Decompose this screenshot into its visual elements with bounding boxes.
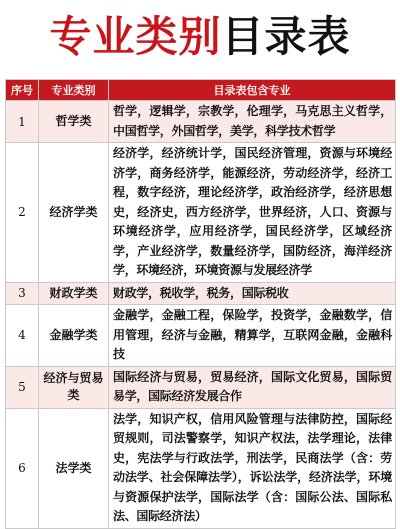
header-majors: 目录表包含专业 <box>109 80 396 101</box>
title-red-part: 专业类别 <box>49 12 222 61</box>
header-no: 序号 <box>6 80 39 101</box>
row-no: 1 <box>6 101 39 143</box>
row-category: 经济与贸易类 <box>39 366 109 408</box>
row-majors: 国际经济与贸易，贸易经济，国际文化贸易，国际贸易学，国际经济发展合作 <box>109 366 396 408</box>
table-row <box>6 101 396 143</box>
row-majors: 金融学，金融工程，保险学，投资学，金融数学，信用管理，经济与金融，精算学，互联网金融，金融科技 <box>109 305 396 367</box>
row-category: 哲学类 <box>39 101 109 143</box>
table-row <box>6 408 396 528</box>
row-no: 2 <box>6 143 39 283</box>
row-category: 法学类 <box>39 408 109 528</box>
row-majors: 法学，知识产权，信用风险管理与法律防控，国际经贸规则，司法警察学，知识产权法，法学理论，法律史，宪法学与行政法学，刑法学，民商法学（含：劳动法学、社会保障法学），诉讼法学，经济法学，环境与资源保护法学，国际法学（含：国际公法、国际私法、国际经济法） <box>109 408 396 528</box>
row-no: 4 <box>6 305 39 367</box>
table-header-row <box>6 80 396 101</box>
page-title <box>49 12 351 61</box>
row-no: 3 <box>6 282 39 305</box>
title-black-part: 目录表 <box>221 12 351 61</box>
row-category: 金融学类 <box>39 305 109 367</box>
row-majors: 哲学，逻辑学，宗教学，伦理学，马克思主义哲学，中国哲学，外国哲学，美学，科学技术哲学 <box>109 101 396 143</box>
table-row <box>6 143 396 283</box>
table-row <box>6 282 396 305</box>
title-banner <box>0 0 400 74</box>
row-majors: 经济学，经济统计学，国民经济管理，资源与环境经济学，商务经济学，能源经济，劳动经济学，经济工程，数字经济，理论经济学，政治经济学，经济思想史，经济史，西方经济学，世界经济，人口、资源与环境经济学，应用经济学，国民经济学，区域经济学，产业经济学，数量经济学，国防经济，海洋经济学，环境经济，环境资源与发展经济学 <box>109 143 396 283</box>
row-no: 5 <box>6 366 39 408</box>
row-category: 财政学类 <box>39 282 109 305</box>
row-no: 6 <box>6 408 39 528</box>
header-category: 专业类别 <box>39 80 109 101</box>
row-majors: 财政学，税收学，税务，国际税收 <box>109 282 396 305</box>
major-catalog-table <box>5 79 396 529</box>
row-category: 经济学类 <box>39 143 109 283</box>
table-row <box>6 305 396 367</box>
table-row <box>6 366 396 408</box>
